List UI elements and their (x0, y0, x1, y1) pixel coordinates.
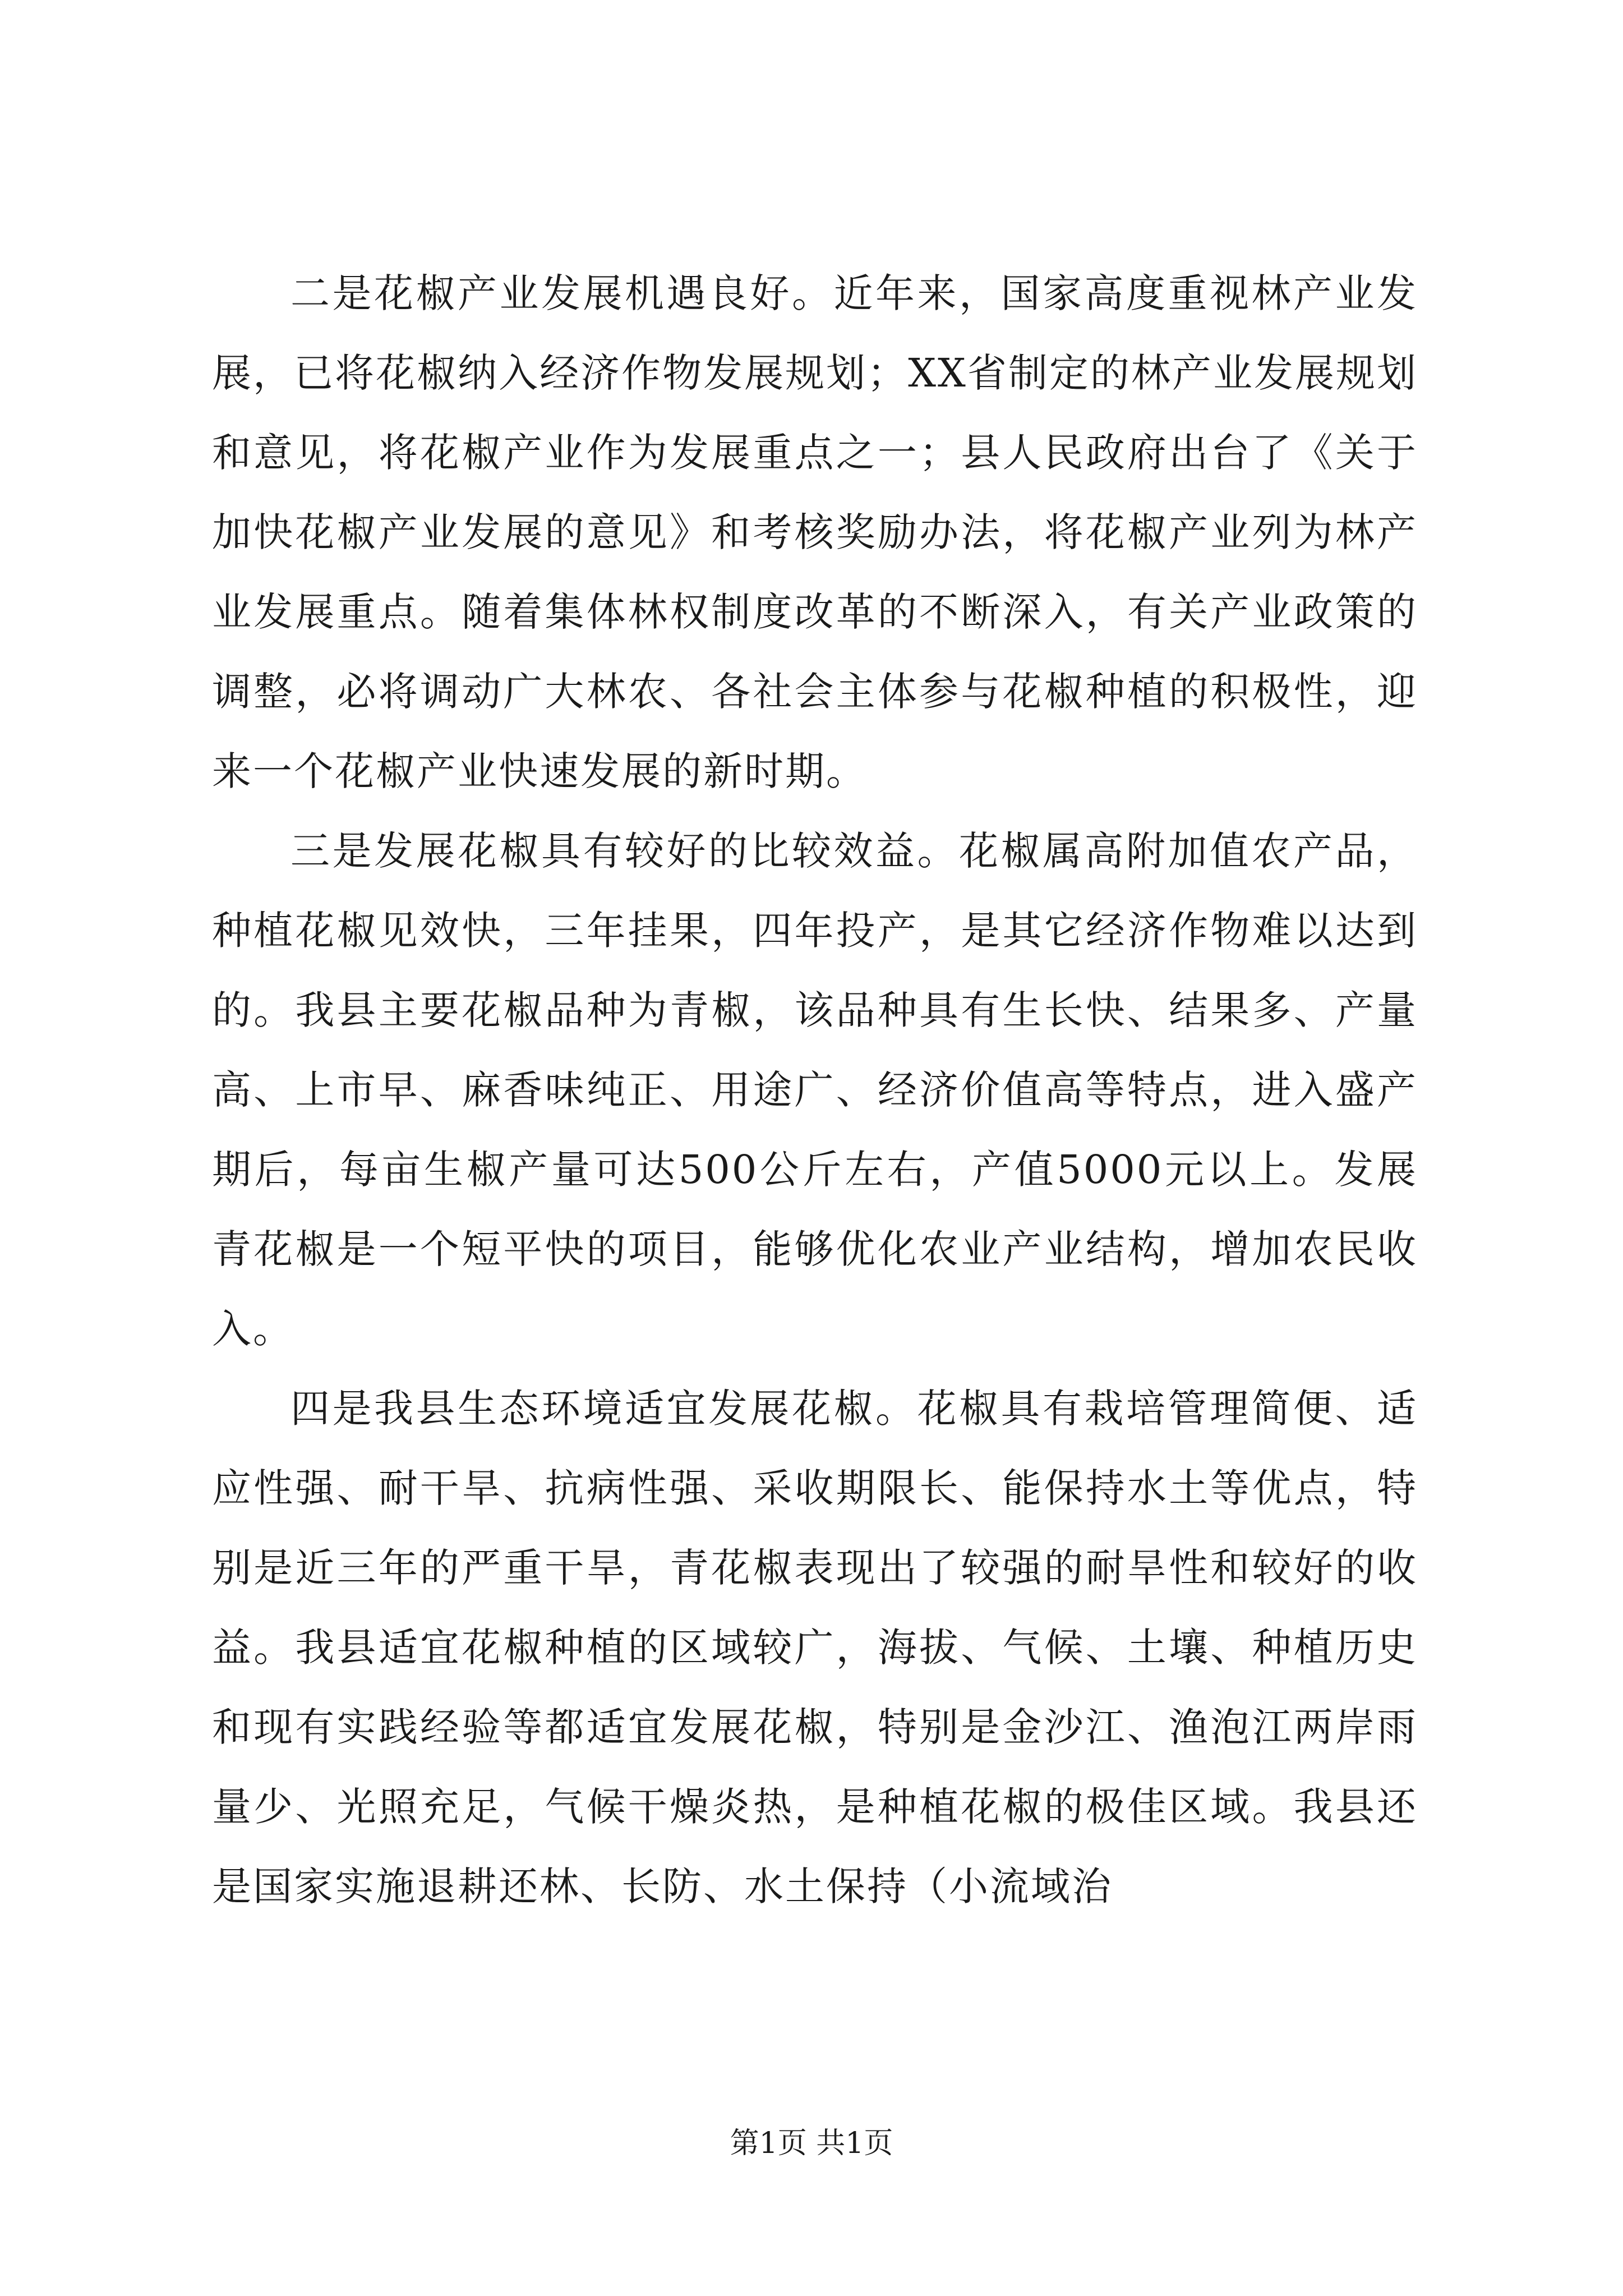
paragraph-benefit: 三是发展花椒具有较好的比较效益。花椒属高附加值农产品，种植花椒见效快，三年挂果，四年投产，是其它经济作物难以达到的。我县主要花椒品种为青椒，该品种具有生长快、结果多、产量高、上市早、麻香味纯正、用途广、经济价值高等特点，进入盛产期后，每亩生椒产量可达500公斤左右，产值5000元以上。发展青花椒是一个短平快的项目，能够优化农业产业结构，增加农民收入。 (212, 828, 1418, 1352)
page-footer: 第1页 共1页 (730, 2127, 893, 2160)
document-body (212, 254, 1418, 1926)
paragraph-environment: 四是我县生态环境适宜发展花椒。花椒具有栽培管理简便、适应性强、耐干旱、抗病性强、采收期限长、能保持水土等优点，特别是近三年的严重干旱，青花椒表现出了较强的耐旱性和较好的收益。我县适宜花椒种植的区域较广，海拔、气候、土壤、种植历史和现有实践经验等都适宜发展花椒，特别是金沙江、渔泡江两岸雨量少、光照充足，气候干燥炎热，是种植花椒的极佳区域。我县还是国家实施退耕还林、长防、水土保持（小流域治 (212, 1386, 1418, 1910)
paragraph-opportunity: 二是花椒产业发展机遇良好。近年来，国家高度重视林产业发展，已将花椒纳入经济作物发展规划；XX省制定的林产业发展规划和意见，将花椒产业作为发展重点之一；县人民政府出台了《关于加快花椒产业发展的意见》和考核奖励办法，将花椒产业列为林产业发展重点。随着集体林权制度改革的不断深入，有关产业政策的调整，必将调动广大林农、各社会主体参与花椒种植的积极性，迎来一个花椒产业快速发展的新时期。 (212, 270, 1418, 794)
